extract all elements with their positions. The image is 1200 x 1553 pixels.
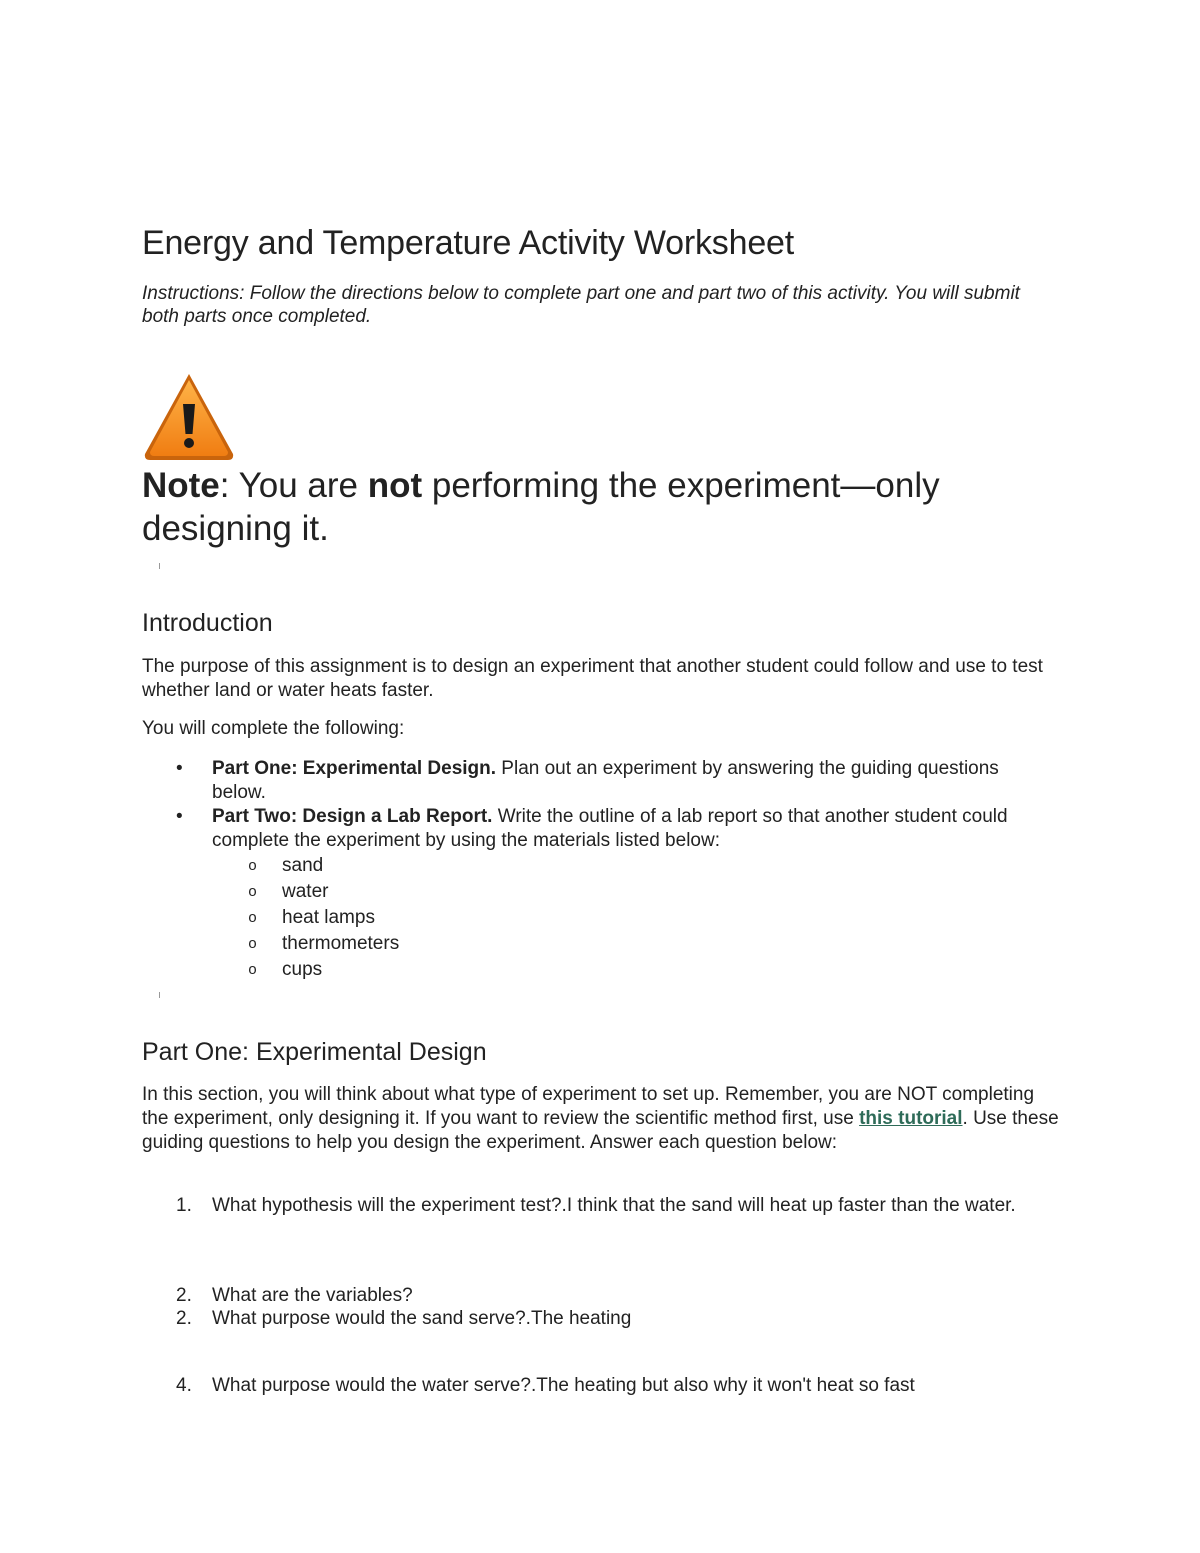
introduction-heading: Introduction bbox=[142, 609, 273, 637]
material-cups: cups bbox=[282, 959, 323, 980]
question-number: 2. bbox=[176, 1285, 192, 1306]
note-text-2: performing the experiment—only designing it. bbox=[142, 466, 940, 548]
introduction-lead: You will complete the following: bbox=[142, 718, 405, 739]
sub-bullet-marker: o bbox=[248, 884, 258, 901]
note-emphasis: not bbox=[367, 466, 423, 505]
material-item bbox=[212, 905, 1042, 931]
question-text: What are the variables? bbox=[212, 1285, 413, 1306]
question-item bbox=[142, 1284, 1042, 1307]
material-thermometers: thermometers bbox=[282, 933, 400, 954]
introduction-paragraph: The purpose of this assignment is to design an experiment that another student could follow and use to test whether land or water heats faster. bbox=[142, 656, 1043, 701]
part-one-paragraph bbox=[142, 1083, 1062, 1155]
bullet-marker: • bbox=[176, 758, 183, 779]
warning-icon bbox=[142, 370, 236, 464]
sub-bullet-marker: o bbox=[248, 910, 258, 927]
sub-bullet-marker: o bbox=[248, 936, 258, 953]
part-one-text-after-link: . Use these guiding questions to help you design the experiment. Answer each question below: bbox=[142, 1108, 1059, 1153]
material-item bbox=[212, 879, 1042, 905]
paragraph-mark bbox=[159, 992, 160, 998]
parts-list bbox=[142, 757, 1042, 983]
material-heat-lamps: heat lamps bbox=[282, 907, 375, 928]
material-sand: sand bbox=[282, 855, 324, 876]
list-item bbox=[142, 757, 1042, 805]
part-one-text-before-link: In this section, you will think about what type of experiment to set up. Remember, you are NOT completing the experiment, only designing it. If you want to review the scientific method first, use bbox=[142, 1084, 1035, 1129]
note-statement bbox=[142, 464, 1042, 550]
sub-bullet-marker: o bbox=[248, 962, 258, 979]
part-two-label: Part Two: Design a Lab Report. bbox=[212, 806, 493, 827]
tutorial-link[interactable]: this tutorial bbox=[859, 1108, 963, 1129]
question-item bbox=[142, 1374, 1042, 1397]
material-item bbox=[212, 853, 1042, 879]
part-one-description: Plan out an experiment by answering the guiding questions below. bbox=[212, 758, 999, 803]
page-title: Energy and Temperature Activity Worksheet bbox=[142, 224, 794, 262]
paragraph-mark bbox=[159, 563, 160, 569]
question-number: 1. bbox=[176, 1195, 192, 1216]
part-two-description: Write the outline of a lab report so that another student could complete the experiment by using the materials listed below: bbox=[212, 806, 1008, 851]
material-item bbox=[212, 931, 1042, 957]
question-text: What purpose would the sand serve?.The heating bbox=[212, 1308, 632, 1329]
question-number: 2. bbox=[176, 1308, 192, 1329]
instructions-text: Instructions: Follow the directions below to complete part one and part two of this activity. You will submit both parts once completed. bbox=[142, 283, 1020, 327]
materials-list bbox=[212, 853, 1042, 983]
part-one-heading: Part One: Experimental Design bbox=[142, 1038, 487, 1066]
sub-bullet-marker: o bbox=[248, 858, 258, 875]
note-label: Note bbox=[142, 466, 220, 505]
material-water: water bbox=[282, 881, 329, 902]
question-item bbox=[142, 1307, 1042, 1330]
question-text: What hypothesis will the experiment test?.I think that the sand will heat up faster than the water. bbox=[212, 1195, 1016, 1216]
note-text-1: : You are bbox=[219, 466, 368, 505]
list-item bbox=[142, 805, 1042, 983]
question-text: What purpose would the water serve?.The heating but also why it won't heat so fast bbox=[212, 1375, 915, 1396]
question-number: 4. bbox=[176, 1375, 192, 1396]
bullet-marker: • bbox=[176, 806, 183, 827]
material-item bbox=[212, 957, 1042, 983]
part-one-label: Part One: Experimental Design. bbox=[212, 758, 497, 779]
question-item bbox=[142, 1194, 1042, 1217]
